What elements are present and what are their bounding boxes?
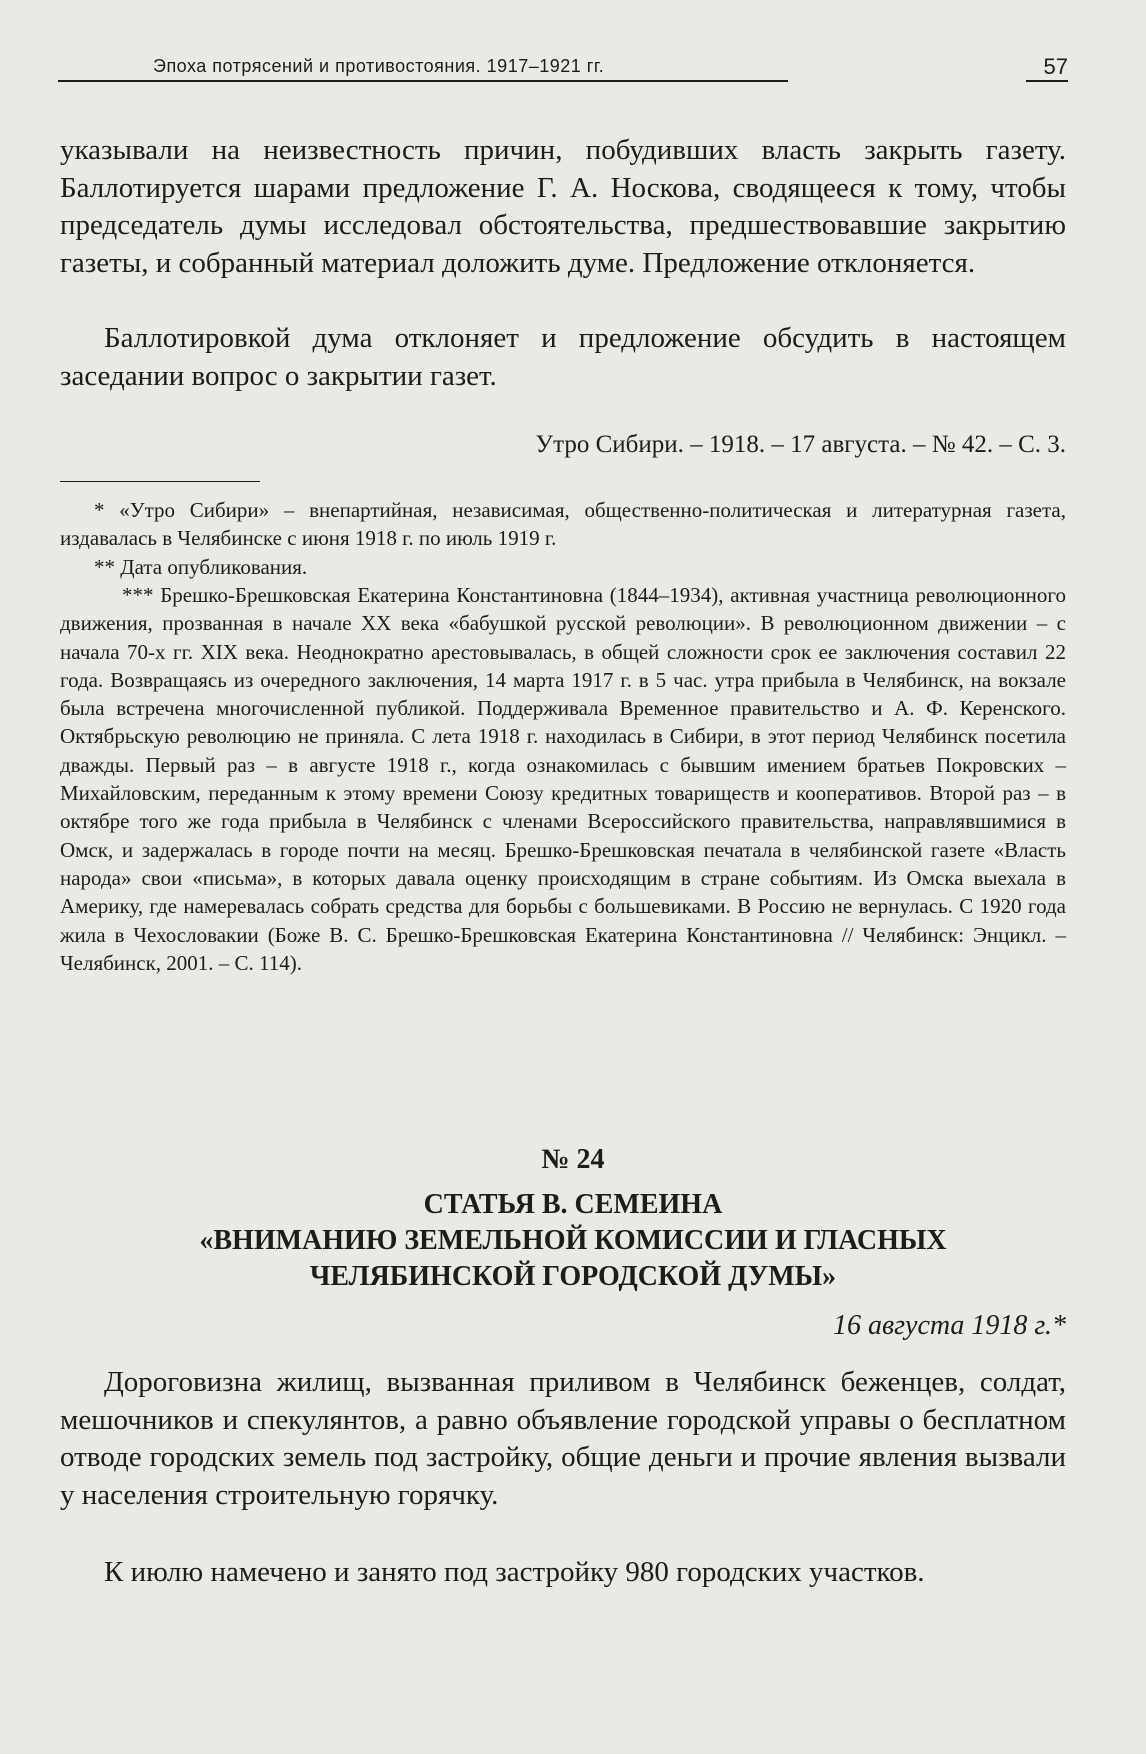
page-number: 57	[1043, 54, 1068, 79]
document-title-line-2: «ВНИМАНИЮ ЗЕМЕЛЬНОЙ КОМИССИИ И ГЛАСНЫХ	[199, 1225, 947, 1256]
footnote-2: ** Дата опубликования.	[94, 555, 308, 579]
header-rule	[58, 80, 788, 82]
article-paragraph-1: Дороговизна жилищ, вызванная приливом в Челябинск беженцев, солдат, мешочников и спекулянтов, а равно объявление городской управы о бесплатном отводе городских земель под застройку, общие деньги и прочие явления вызвали у населения строительную горячку.	[60, 1366, 1066, 1511]
document-date: 16 августа 1918 г.*	[832, 1310, 1066, 1341]
document-number: № 24	[541, 1144, 605, 1175]
article-paragraph-2: К июлю намечено и занято под застройку 980 городских участков.	[104, 1556, 925, 1588]
footnote-1: * «Утро Сибири» – внепартийная, независимая, общественно-политическая и литературная газета, издавалась в Челябинске с июня 1918 г. по июль 1919 г.	[60, 498, 1066, 551]
body-paragraph-2: Баллотировкой дума отклоняет и предложение обсудить в настоящем заседании вопрос о закрытии газет.	[60, 322, 1066, 392]
running-title: Эпоха потрясений и противостояния. 1917–1921 гг.	[153, 56, 605, 76]
footnote-3: *** Брешко-Брешковская Екатерина Константиновна (1844–1934), активная участница революционного движения, прозванная в начале XX века «бабушкой русской революции». В революционном движении – с начала 70-х гг. XIX века. Неоднократно арестовывалась, в общей сложности срок ее заключения составил 22 года. Возвращаясь из очередного заключения, 14 марта 1917 г. в 5 час. утра прибыла в Челябинск, на вокзале была встречена многочисленной публикой. Поддерживала Временное правительство и А. Ф. Керенского. Октябрьскую революцию не приняла. С лета 1918 г. находилась в Сибири, в этот период Челябинск посетила дважды. Первый раз – в августе 1918 г., когда ознакомилась с бывшим имением братьев Покровских – Михайловским, переданным к этому времени Союзу кредитных товариществ и кооперативов. Второй раз – в октябре того же года прибыла в Челябинск с членами Всероссийского правительства, направлявшимися в Омск, и задержалась в городе почти на месяц. Брешко-Брешковская печатала в челябинской газете «Власть народа» свои «письма», в которых давала оценку происходящим в стране событиям. Из Омска выехала в Америку, где намеревалась собрать средства для борьбы с большевиками. В Россию не вернулась. С 1920 года жила в Чехословакии (Боже В. С. Брешко-Брешковская Екатерина Константиновна // Челябинск: Энцикл. – Челябинск, 2001. – С. 114).	[60, 583, 1066, 975]
source-citation: Утро Сибири. – 1918. – 17 августа. – № 42. – С. 3.	[535, 431, 1066, 458]
document-title	[120, 1187, 1026, 1295]
running-header	[58, 50, 1068, 84]
document-title-line-1: СТАТЬЯ В. СЕМЕИНА	[423, 1189, 723, 1220]
document-title-line-3: ЧЕЛЯБИНСКОЙ ГОРОДСКОЙ ДУМЫ»	[309, 1261, 837, 1292]
body-paragraph-1: указывали на неизвестность причин, побудивших власть закрыть газету. Баллотируется шарами предложение Г. А. Носкова, сводящееся к тому, чтобы председатель думы исследовал обстоятельства, предшествовавшие закрытию газеты, и собранный материал доложить думе. Предложение отклоняется.	[60, 134, 1066, 279]
header-rule-right	[1026, 80, 1068, 82]
footnote-divider	[60, 481, 260, 482]
